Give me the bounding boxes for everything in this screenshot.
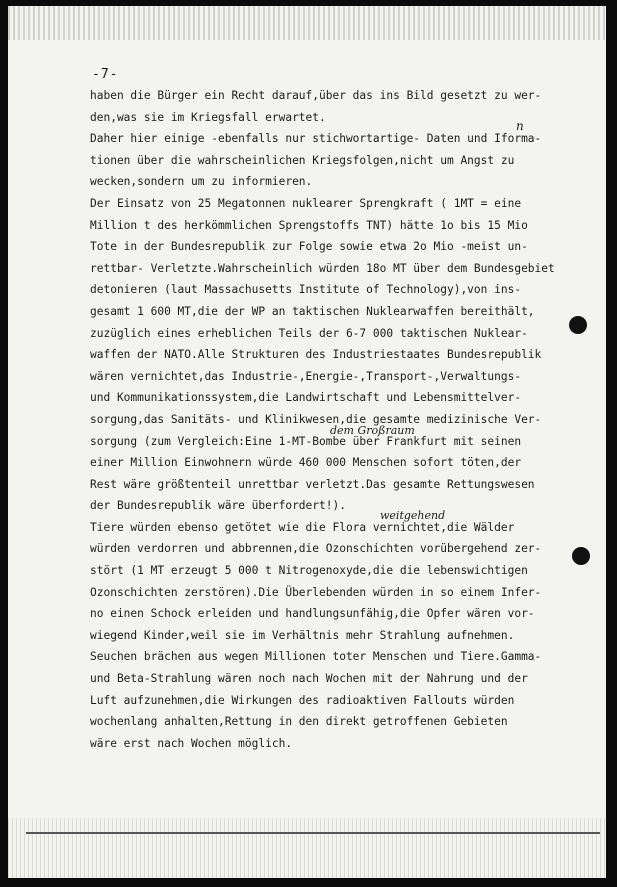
handwritten-insert: n — [516, 119, 524, 134]
text-line: wären vernichtet,das Industrie-,Energie-,Transport-,Verwaltungs- — [90, 369, 522, 383]
text-line-content: sorgung (zum Vergleich:Eine 1-MT-Bombe über Frankfurt mit seinen — [90, 434, 522, 448]
text-line: wäre erst nach Wochen möglich. — [90, 736, 293, 750]
text-line: stört (1 MT erzeugt 5 000 t Nitrogenoxyde,die die lebenswichtigen — [90, 564, 528, 578]
text-line: und Beta-Strahlung wären noch nach Wochen mit der Nahrung und der — [90, 672, 528, 686]
text-line: zuzüglich eines erheblichen Teils der 6-7 000 taktischen Nuklear- — [90, 326, 528, 340]
text-line: der Bundesrepublik wäre überfordert!). — [90, 499, 346, 513]
text-line: wochenlang anhalten,Rettung in den direkt getroffenen Gebieten — [90, 715, 508, 729]
text-line: Luft aufzunehmen,die Wirkungen des radioaktiven Fallouts würden — [90, 693, 515, 707]
text-line: tionen über die wahrscheinlichen Kriegsfolgen,nicht um Angst zu — [90, 153, 515, 167]
document-page — [8, 6, 606, 878]
text-line: Tote in der Bundesrepublik zur Folge sowie etwa 2o Mio -meist un- — [90, 240, 528, 254]
scan-noise-top — [8, 6, 606, 40]
bottom-rule — [26, 832, 600, 834]
text-line: no einen Schock erleiden und handlungsunfähig,die Opfer wären vor- — [90, 607, 535, 621]
text-line: waffen der NATO.Alle Strukturen des Industriestaates Bundesrepublik — [90, 348, 542, 362]
scan-noise-bottom — [8, 818, 606, 878]
text-line — [90, 423, 590, 453]
text-line: sorgung,das Sanitäts- und Klinikwesen,die gesamte medizinische Ver- — [90, 412, 542, 426]
text-line: den,was sie im Kriegsfall erwartet. — [90, 110, 326, 124]
document-body — [90, 85, 590, 754]
text-line: Ozonschichten zerstören).Die Überlebenden würden in so einem Infer- — [90, 585, 542, 599]
handwritten-insert: weitgehend — [380, 508, 446, 522]
text-line: Seuchen brächen aus wegen Millionen toter Menschen und Tiere.Gamma- — [90, 650, 542, 664]
text-line: gesamt 1 600 MT,die der WP an taktischen Nuklearwaffen bereithält, — [90, 304, 535, 318]
text-line — [90, 508, 590, 539]
text-line — [90, 119, 590, 150]
text-line: Rest wäre größtenteil unrettbar verletzt.Das gesamte Rettungswesen — [90, 477, 535, 491]
text-line: würden verdorren und abbrennen,die Ozonschichten vorübergehend zer- — [90, 542, 542, 556]
text-line: detonieren (laut Massachusetts Institute of Technology),von ins- — [90, 283, 522, 297]
text-line: einer Million Einwohnern würde 460 000 Menschen sofort töten,der — [90, 456, 522, 470]
handwritten-insert: dem Großraum — [330, 423, 415, 437]
text-line: haben die Bürger ein Recht darauf,über das ins Bild gesetzt zu wer- — [90, 89, 542, 102]
text-line: Million t des herkömmlichen Sprengstoffs TNT) hätte 1o bis 15 Mio — [90, 218, 528, 232]
text-line: Der Einsatz von 25 Megatonnen nuklearer Sprengkraft ( 1MT = eine — [90, 196, 522, 210]
page-number: -7- — [92, 67, 119, 82]
text-line-content: Tiere würden ebenso getötet wie die Flora vernichtet,die Wälder — [90, 520, 515, 534]
text-line: und Kommunikationssystem,die Landwirtschaft und Lebensmittelver- — [90, 391, 522, 405]
text-line: wiegend Kinder,weil sie im Verhältnis mehr Strahlung aufnehmen. — [90, 628, 515, 642]
text-line-content: Daher hier einige -ebenfalls nur stichwortartige- Daten und Iforma- — [90, 132, 542, 146]
text-line: wecken,sondern um zu informieren. — [90, 175, 313, 189]
text-line: rettbar- Verletzte.Wahrscheinlich würden 18o MT über dem Bundesgebiet — [90, 261, 555, 275]
